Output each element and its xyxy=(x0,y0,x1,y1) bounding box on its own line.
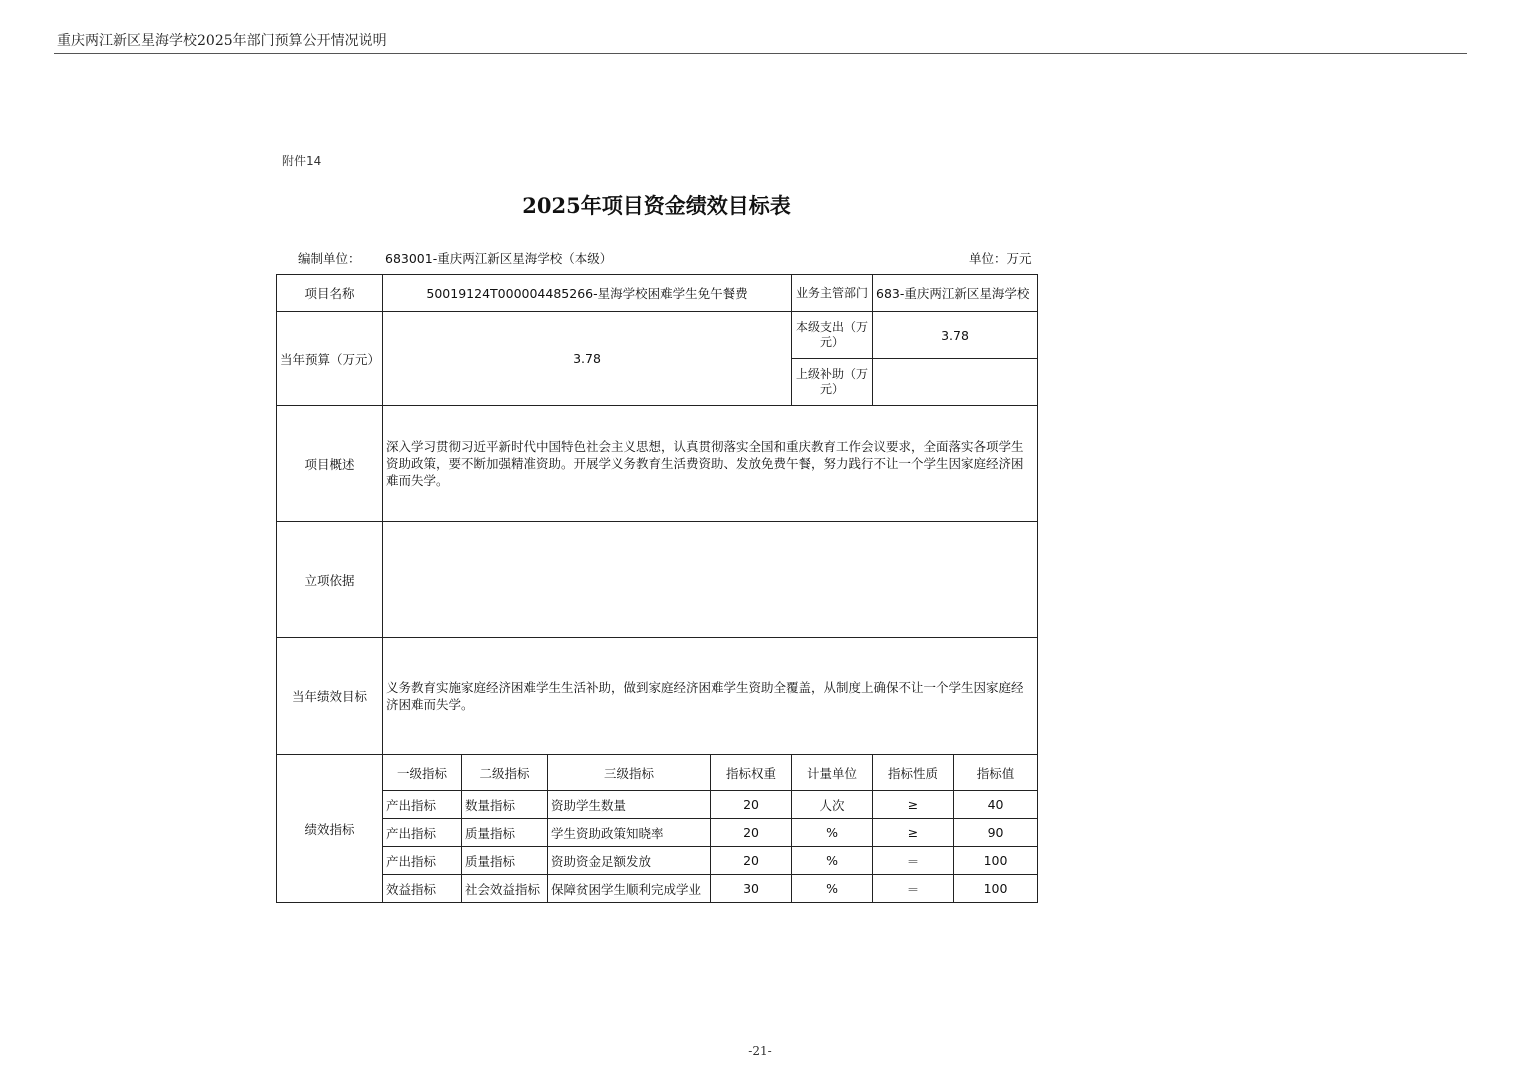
row4-nature: ＝ xyxy=(873,875,954,903)
row3-weight: 20 xyxy=(711,847,792,875)
header-value: 指标值 xyxy=(954,755,1038,791)
department-label: 业务主管部门 xyxy=(792,275,873,312)
goal-label: 当年绩效目标 xyxy=(277,638,383,755)
table-row xyxy=(277,819,1038,847)
basis-label: 立项依据 xyxy=(277,522,383,638)
row4-value: 100 xyxy=(954,875,1038,903)
row2-level1: 产出指标 xyxy=(383,819,462,847)
row3-unit: % xyxy=(792,847,873,875)
department-value: 683-重庆两江新区星海学校 xyxy=(873,275,1038,312)
row3-level1: 产出指标 xyxy=(383,847,462,875)
basis-text xyxy=(383,522,1038,638)
header-unit: 计量单位 xyxy=(792,755,873,791)
currency-unit: 单位：万元 xyxy=(969,251,1032,266)
row2-value: 90 xyxy=(954,819,1038,847)
document-title: 2025年项目资金绩效目标表 xyxy=(522,193,791,218)
row3-level3: 资助资金足额发放 xyxy=(548,847,711,875)
indicators-label: 绩效指标 xyxy=(277,755,383,903)
compiling-unit-label: 编制单位： xyxy=(298,251,361,266)
row3-nature: ＝ xyxy=(873,847,954,875)
row2-level3: 学生资助政策知晓率 xyxy=(548,819,711,847)
compiling-unit-value: 683001-重庆两江新区星海学校（本级） xyxy=(385,251,613,266)
summary-text: 深入学习贯彻习近平新时代中国特色社会主义思想，认真贯彻落实全国和重庆教育工作会议要求，全面落实各项学生资助政策，要不断加强精准资助。开展学义务教育生活费资助、发放免费午餐，努力践行不让一个学生因家庭经济困难而失学。 xyxy=(383,406,1038,522)
upper-subsidy-label: 上级补助（万元） xyxy=(792,359,873,406)
row4-level3: 保障贫困学生顺利完成学业 xyxy=(548,875,711,903)
row4-level1: 效益指标 xyxy=(383,875,462,903)
row3-value: 100 xyxy=(954,847,1038,875)
attachment-label: 附件14 xyxy=(282,154,322,168)
budget-value: 3.78 xyxy=(383,312,792,406)
own-expense-label: 本级支出（万元） xyxy=(792,312,873,359)
row4-unit: % xyxy=(792,875,873,903)
row2-nature: ≥ xyxy=(873,819,954,847)
budget-label: 当年预算（万元） xyxy=(277,312,383,406)
row1-nature: ≥ xyxy=(873,791,954,819)
upper-subsidy-value xyxy=(873,359,1038,406)
row4-level2: 社会效益指标 xyxy=(462,875,548,903)
header-weight: 指标权重 xyxy=(711,755,792,791)
header-level3: 三级指标 xyxy=(548,755,711,791)
header-level1: 一级指标 xyxy=(383,755,462,791)
row2-unit: % xyxy=(792,819,873,847)
performance-table xyxy=(276,274,1038,903)
row2-weight: 20 xyxy=(711,819,792,847)
header-nature: 指标性质 xyxy=(873,755,954,791)
page-number: -21- xyxy=(748,1044,772,1058)
row1-level2: 数量指标 xyxy=(462,791,548,819)
own-expense-value: 3.78 xyxy=(873,312,1038,359)
row4-weight: 30 xyxy=(711,875,792,903)
header-level2: 二级指标 xyxy=(462,755,548,791)
compiling-unit xyxy=(298,249,613,267)
project-name-value: 50019124T000004485266-星海学校困难学生免午餐费 xyxy=(383,275,792,312)
summary-label: 项目概述 xyxy=(277,406,383,522)
table-row xyxy=(277,791,1038,819)
row1-unit: 人次 xyxy=(792,791,873,819)
row2-level2: 质量指标 xyxy=(462,819,548,847)
row1-weight: 20 xyxy=(711,791,792,819)
header-rule xyxy=(54,53,1467,54)
row1-level1: 产出指标 xyxy=(383,791,462,819)
row1-value: 40 xyxy=(954,791,1038,819)
table-row xyxy=(277,875,1038,903)
project-name-label: 项目名称 xyxy=(277,275,383,312)
table-row xyxy=(277,847,1038,875)
page-header: 重庆两江新区星海学校2025年部门预算公开情况说明 xyxy=(57,33,387,49)
row3-level2: 质量指标 xyxy=(462,847,548,875)
row1-level3: 资助学生数量 xyxy=(548,791,711,819)
goal-text: 义务教育实施家庭经济困难学生生活补助，做到家庭经济困难学生资助全覆盖，从制度上确保不让一个学生因家庭经济困难而失学。 xyxy=(383,638,1038,755)
